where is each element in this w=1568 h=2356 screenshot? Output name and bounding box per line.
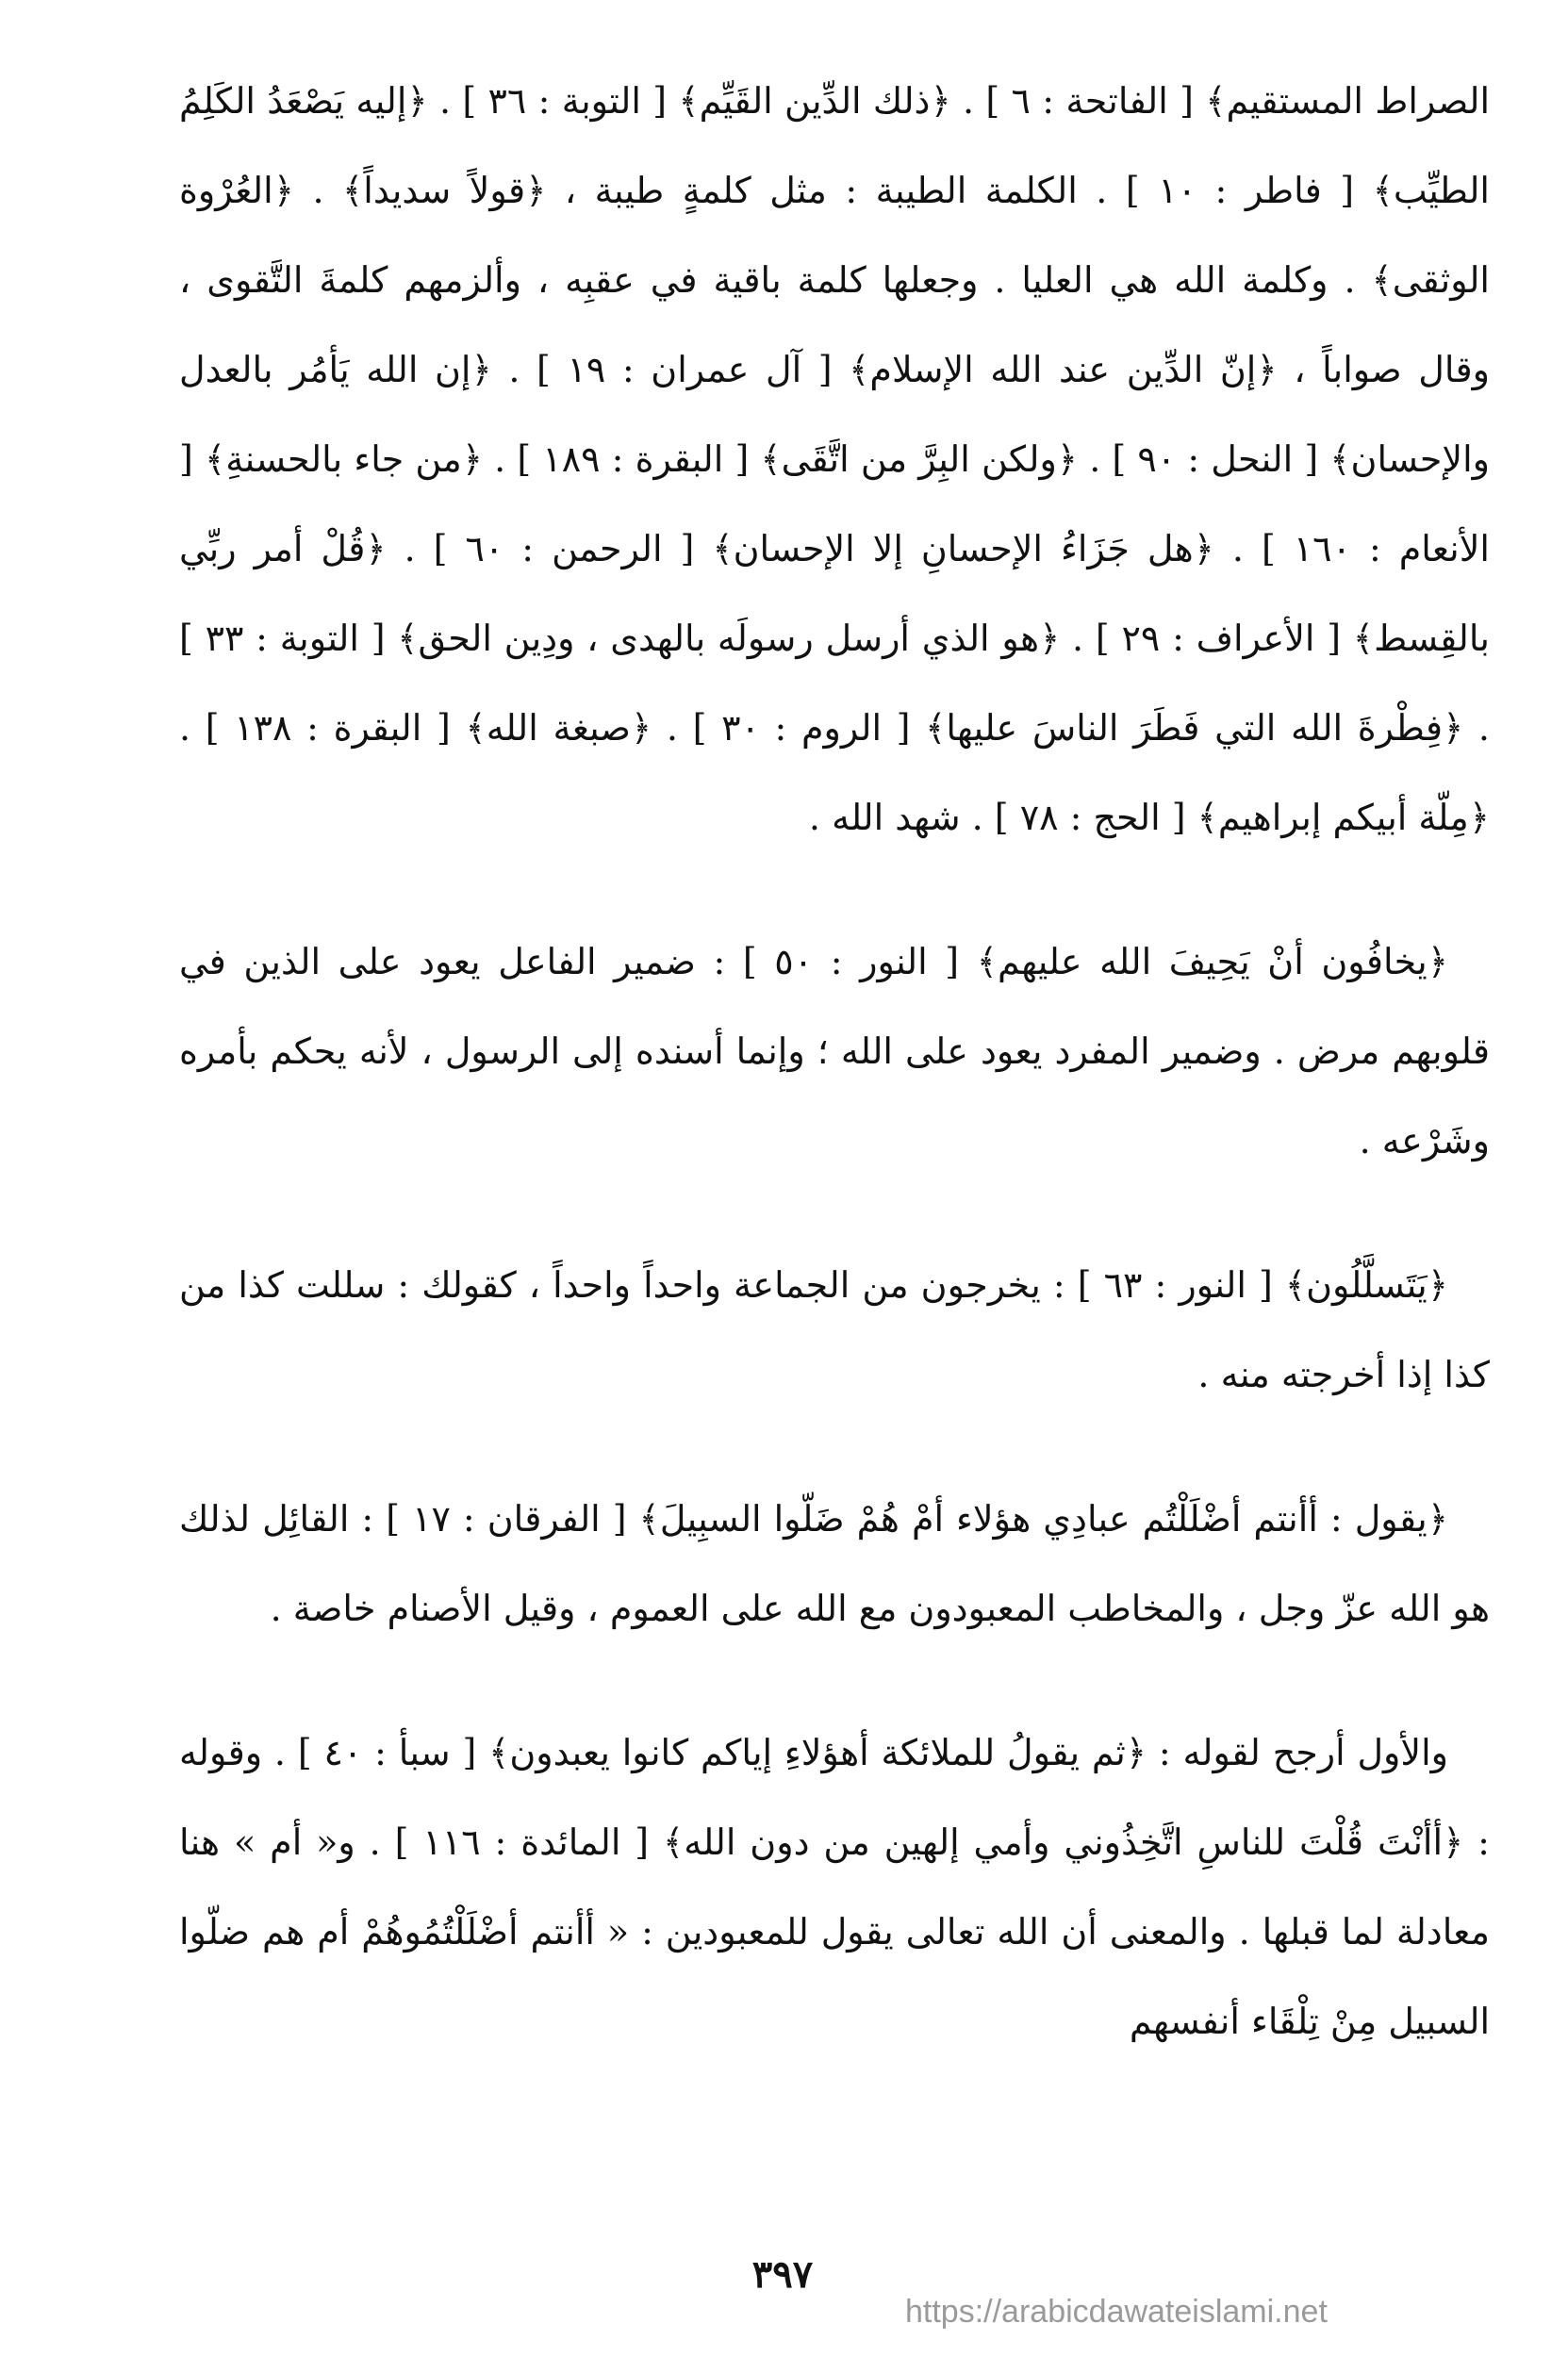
paragraph-yatasallaluna: ﴿يَتَسلَّلُون﴾ [ النور : ٦٣ ] : يخرجون من الجماعة واحداً واحداً ، كقولك : سللت كذا من كذا إذا أخرجته منه .: [179, 1264, 1490, 1395]
paragraph-yaqul: ﴿يقول : أأنتم أضْلَلْتُم عبادِي هؤلاء أمْ هُمْ ضَلّوا السبِيلَ﴾ [ الفرقان : ١٧ ] : القائِل لذلك هو الله عزّ وجل ، والمخاطب المعبودون مع الله على العموم ، وقيل الأصنام خاصة .: [179, 1498, 1490, 1629]
paragraph-al-awwal: والأول أرجح لقوله : ﴿ثم يقولُ للملائكة أهؤلاءِ إياكم كانوا يعبدون﴾ [ سبأ : ٤٠ ] . وقوله : ﴿أأنْتَ قُلْتَ للناسِ اتَّخِذُوني وأمي إلهين من دون الله﴾ [ المائدة : ١١٦ ] . و« أم » هنا معادلة لما قبلها . والمعنى أن الله تعالى يقول للمعبودين : « أأنتم أضْلَلْتُمُوهُمْ أم هم ضلّوا السبيل مِنْ تِلْقَاء أنفسهم: [179, 1732, 1490, 2042]
page-number: ٣٩٧: [751, 2252, 814, 2297]
watermark-url: https://arabicdawateislami.net: [905, 2294, 1328, 2330]
paragraph-yakhafuna: ﴿يخافُون أنْ يَحِيفَ الله عليهم﴾ [ النور : ٥٠ ] : ضمير الفاعل يعود على الذين في قلوبهم مرض . وضمير المفرد يعود على الله ؛ وإنما أسنده إلى الرسول ، لأنه يحكم بأمره وشَرْعه .: [179, 941, 1490, 1162]
page-body: [179, 57, 1490, 2067]
paragraph-quran-terms: الصراط المستقيم﴾ [ الفاتحة : ٦ ] . ﴿ذلك الدِّين القَيِّم﴾ [ التوبة : ٣٦ ] . ﴿إليه يَصْعَدُ الكَلِمُ الطيِّب﴾ [ فاطر : ١٠ ] . الكلمة الطيبة : مثل كلمةٍ طيبة ، ﴿قولاً سديداً﴾ . ﴿العُرْوة الوثقى﴾ . وكلمة الله هي العليا . وجعلها كلمة باقية في عقبِه ، وألزمهم كلمةَ التَّقوى ، وقال صواباً ، ﴿إنّ الدِّين عند الله الإسلام﴾ [ آل عمران : ١٩ ] . ﴿إن الله يَأمُر بالعدل والإحسان﴾ [ النحل : ٩٠ ] . ﴿ولكن البِرَّ من اتَّقَى﴾ [ البقرة : ١٨٩ ] . ﴿من جاء بالحسنةِ﴾ [ الأنعام : ١٦٠ ] . ﴿هل جَزَاءُ الإحسانِ إلا الإحسان﴾ [ الرحمن : ٦٠ ] . ﴿قُلْ أمر ربِّي بالقِسط﴾ [ الأعراف : ٢٩ ] . ﴿هو الذي أرسل رسولَه بالهدى ، ودِين الحق﴾ [ التوبة : ٣٣ ] . ﴿فِطْرةَ الله التي فَطَرَ الناسَ عليها﴾ [ الروم : ٣٠ ] . ﴿صبغة الله﴾ [ البقرة : ١٣٨ ] . ﴿مِلّة أبيكم إبراهيم﴾ [ الحج : ٧٨ ] . شهد الله .: [179, 80, 1491, 838]
